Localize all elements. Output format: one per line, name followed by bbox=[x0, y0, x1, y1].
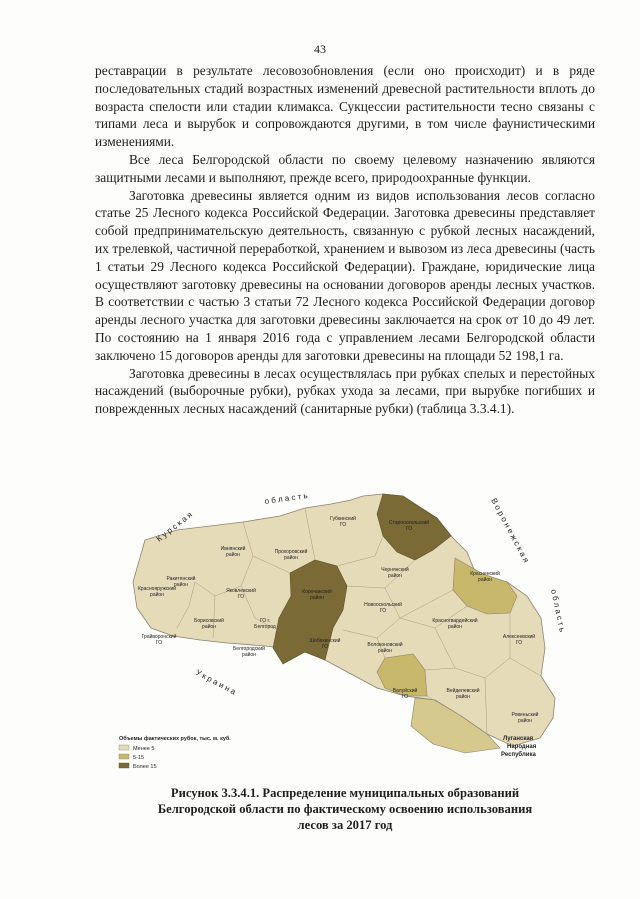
body-text bbox=[95, 62, 595, 418]
paragraph: реставрации в результате лесовозобновления (если оно происходит) и в ряде последовательных стадий возрастных изменений древесной растительности вплоть до возраста спелости или стадии климакса. Сукцессии растительности тесно связаны с типами леса и вырубок и сопровождаются другими, в том числе фаунистическими изменениями. bbox=[95, 63, 595, 150]
district-label: Яковлевский bbox=[226, 588, 256, 594]
legend-label: Менее 5 bbox=[133, 746, 155, 752]
district-label: Корочанский bbox=[302, 589, 332, 595]
district-label: Краснояружский bbox=[137, 586, 177, 592]
district-label: ГО bbox=[237, 594, 245, 600]
district-label: Красногвардейский bbox=[432, 618, 478, 624]
district-label: Красненский bbox=[470, 571, 500, 577]
kursk-oblast-label: К у р с к а я bbox=[154, 510, 194, 544]
region-map-figure bbox=[115, 478, 570, 778]
district-label: район bbox=[478, 577, 492, 583]
district-label: район bbox=[378, 648, 392, 654]
district-label: район bbox=[448, 624, 462, 630]
caption-line: Рисунок 3.3.4.1. Распределение муниципальных образований bbox=[170, 786, 520, 800]
district-label: Ракитянский bbox=[166, 576, 196, 582]
district-label: Ровеньский bbox=[511, 712, 539, 718]
figure-caption bbox=[100, 785, 590, 833]
district-label: район bbox=[174, 582, 188, 588]
district-label: ГО bbox=[155, 640, 163, 646]
district-label: Ивнянский bbox=[220, 546, 246, 552]
paragraph: Все леса Белгородской области по своему целевому назначению являются защитными лесами и выполняют, прежде всего, природоохранные функции. bbox=[95, 151, 595, 185]
district-label: ГО bbox=[515, 640, 523, 646]
district-label: ГО bbox=[401, 694, 409, 700]
page-number: 43 bbox=[314, 42, 326, 56]
lugansk-label: Народная bbox=[507, 744, 537, 750]
legend-label: 5-15 bbox=[133, 755, 145, 761]
district-label: Белгородский bbox=[233, 646, 265, 652]
oblast-label-right: о б л а с т ь bbox=[549, 588, 567, 633]
district-label: Новооскольский bbox=[364, 602, 402, 608]
district-label: Грайворонский bbox=[141, 634, 177, 640]
caption-line: лесов за 2017 год bbox=[297, 818, 393, 832]
district-label: район bbox=[242, 652, 256, 658]
ukraina-label: У к р а и н а bbox=[194, 667, 238, 697]
lugansk-label: Луганская bbox=[503, 736, 534, 742]
district-label: Валуйский bbox=[392, 688, 418, 694]
district-label: Вейделевский bbox=[446, 688, 480, 694]
district-label: ГО г. bbox=[259, 618, 271, 624]
map-legend bbox=[119, 735, 231, 770]
region-map bbox=[115, 478, 570, 778]
district-label: ГО bbox=[405, 526, 413, 532]
paragraph: Заготовка древесины является одним из видов использования лесов согласно статье 25 Лесного кодекса Российской Федерации. Заготовка древесины представляет собой предпринимательскую деятельность, связанную с рубкой лесных насаждений, их трелевкой, частичной переработкой, хранением и вывозом из леса древесины (часть 1 статьи 29 Лесного кодекса Российской Федерации). Граждане, юридические лица осуществляют заготовку древесины на основании договоров аренды лесных участков. В соответствии с частью 3 статьи 72 Лесного кодекса Российской Федерации договор аренды лесного участка для заготовки древесины заключается на срок от 10 до 49 лет. По состоянию на 1 января 2016 года с управлением лесами Белгородской области заключено 15 договоров аренды для заготовки древесины на площади 52 198,1 га. bbox=[95, 187, 595, 363]
legend-swatch-high bbox=[119, 763, 129, 768]
district-label: район bbox=[150, 592, 164, 598]
oblast-label-top: о б л а с т ь bbox=[264, 491, 309, 506]
district-label: Борисовский bbox=[194, 618, 224, 624]
district-label: район bbox=[310, 595, 324, 601]
legend-label: Более 15 bbox=[133, 764, 157, 770]
paragraph: Заготовка древесины в лесах осуществлялась при рубках спелых и перестойных насаждений (выборочные рубки), рубках ухода за лесами, при вырубке погибших и поврежденных лесных насаждений (санитарные рубки) (таблица 3.3.4.1). bbox=[95, 365, 595, 417]
district-label: район bbox=[284, 555, 298, 561]
district-label: Чернянский bbox=[381, 567, 409, 573]
district-label: Алексеевский bbox=[502, 634, 536, 640]
district-label: район bbox=[456, 694, 470, 700]
district-label: Волоконовский bbox=[367, 642, 403, 648]
legend-title: Объемы фактических рубок, тыс. м. куб. bbox=[119, 736, 231, 742]
voronezh-oblast-label: В о р о н е ж с к а я bbox=[489, 496, 531, 565]
district-label: ГО bbox=[339, 522, 347, 528]
district-label: район bbox=[388, 573, 402, 579]
district-label: Губкинский bbox=[330, 516, 356, 522]
caption-line: Белгородской области по фактическому освоению использования bbox=[157, 802, 533, 816]
district-label: Старооскольский bbox=[388, 520, 430, 526]
district-label: ГО bbox=[321, 644, 329, 650]
lugansk-label: Республика bbox=[501, 752, 536, 758]
district-label: Шебекинский bbox=[309, 638, 341, 644]
district-label: район bbox=[202, 624, 216, 630]
district-label: Белгород bbox=[254, 624, 276, 630]
district-label: ГО bbox=[379, 608, 387, 614]
district-label: район bbox=[226, 552, 240, 558]
legend-swatch-mid bbox=[119, 754, 129, 759]
legend-swatch-low bbox=[119, 745, 129, 750]
district-label: Прохоровский bbox=[274, 549, 308, 555]
district-label: район bbox=[518, 718, 532, 724]
